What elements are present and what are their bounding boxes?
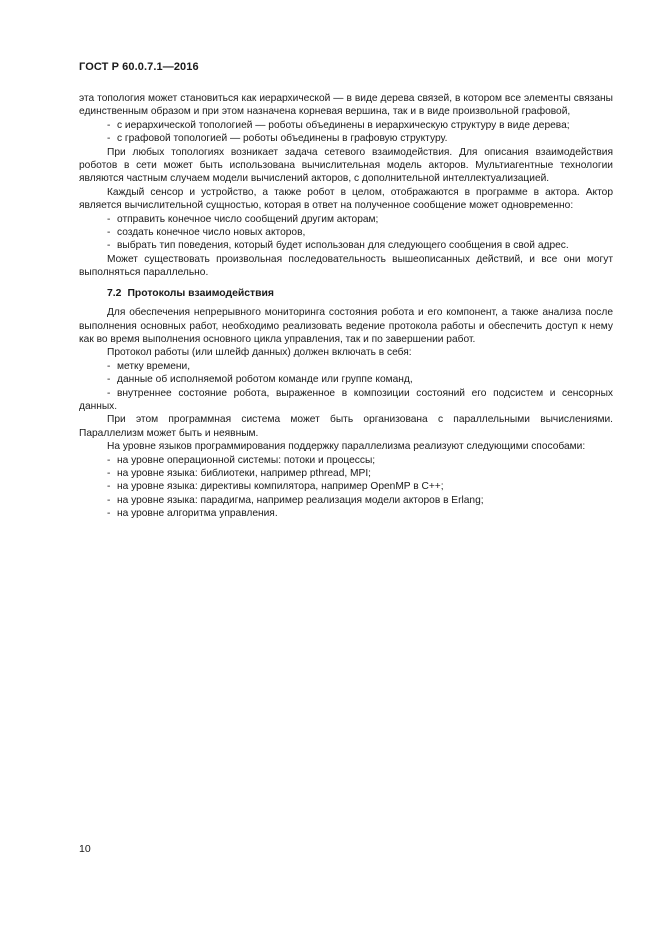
list-item (79, 226, 613, 239)
list-item (79, 132, 613, 145)
list-item-text: создать конечное число новых акторов, (117, 227, 306, 239)
list-item (79, 507, 613, 520)
list-dash: - (107, 133, 111, 145)
list-dash: - (107, 213, 111, 225)
paragraph: На уровне языков программирования поддержку параллелизма реализуют следующими способами: (107, 441, 586, 453)
list-item (79, 239, 613, 252)
section-number: 7.2 (107, 287, 122, 299)
list-item (79, 467, 613, 480)
list-dash: - (107, 454, 111, 466)
list-item-text: с графовой топологией — роботы объединены в графовую структуру. (117, 133, 448, 145)
list-item-text: метку времени, (117, 360, 191, 372)
paragraph: Каждый сенсор и устройство, а также робот в целом, отображаются в программе в актора. Актор является вычислительной сущностью, которая в ответ на полученное сообщение может одновременно: (79, 186, 613, 212)
list-item-text: внутреннее состояние робота, выраженное в композиции состояний его подсистем и сенсорных данных. (79, 387, 613, 412)
list-dash: - (107, 240, 111, 252)
paragraph: эта топология может становиться как иерархической — в виде дерева связей, в котором все элементы связаны единственным образом и при этом назначена корневая вершина, так и в виде произвольной графовой, (79, 93, 613, 118)
paragraph: Может существовать произвольная последовательность вышеописанных действий, и все они могут выполняться параллельно. (79, 253, 613, 279)
paragraph: При любых топологиях возникает задача сетевого взаимодействия. Для описания взаимодействия роботов в сети может быть использована вычислительная модель акторов. Мультиагентные технологии являются частным случаем модели вычислений акторов, с дополнительной интеллектуализацией. (79, 146, 613, 185)
list-dash: - (107, 374, 111, 386)
list-item (79, 373, 613, 386)
list-dash: - (107, 467, 111, 479)
list-item-text: на уровне операционной системы: потоки и процессы; (117, 454, 376, 466)
list-item-text: на уровне языка: библиотеки, например pthread, MPI; (117, 467, 371, 479)
list-item (79, 213, 613, 226)
document-header: ГОСТ Р 60.0.7.1—2016 (79, 61, 199, 73)
list-dash: - (107, 227, 111, 239)
list-item-text: на уровне языка: парадигма, например реализация модели акторов в Erlang; (117, 494, 484, 506)
list-dash: - (107, 387, 111, 399)
list-dash: - (107, 360, 111, 372)
list-item (79, 119, 613, 132)
list-dash: - (107, 481, 111, 493)
paragraph: Протокол работы (или шлейф данных) должен включать в себя: (107, 347, 412, 359)
paragraph: Для обеспечения непрерывного мониторинга состояния робота и его компонент, а также анализа после выполнения основных работ, необходимо реализовать ведение протокола работы и обеспечить доступ к нему как во время выполнения основного цикла управления, так и по завершении работ. (79, 307, 613, 345)
list-item-text: отправить конечное число сообщений другим акторам; (117, 213, 379, 225)
document-body (79, 92, 613, 521)
list-dash: - (107, 119, 111, 131)
list-item-text: выбрать тип поведения, который будет использован для следующего сообщения в свой адрес. (117, 240, 569, 252)
paragraph: При этом программная система может быть организована с параллельными вычислениями. Параллелизм может быть и неявным. (79, 414, 613, 439)
list-item (79, 360, 613, 373)
list-item (79, 387, 613, 414)
section-heading (79, 287, 613, 300)
list-dash: - (107, 494, 111, 506)
list-dash: - (107, 508, 111, 520)
section-title: Протоколы взаимодействия (127, 287, 274, 299)
list-item-text: с иерархической топологией — роботы объединены в иерархическую структуру в виде дерева; (117, 119, 570, 131)
list-item (79, 494, 613, 507)
list-item-text: на уровне языка: директивы компилятора, например OpenMP в C++; (117, 481, 444, 493)
page-number: 10 (79, 843, 91, 855)
list-item (79, 480, 613, 493)
list-item (79, 454, 613, 467)
list-item-text: данные об исполняемой роботом команде или группе команд, (117, 374, 413, 386)
list-item-text: на уровне алгоритма управления. (117, 508, 278, 520)
